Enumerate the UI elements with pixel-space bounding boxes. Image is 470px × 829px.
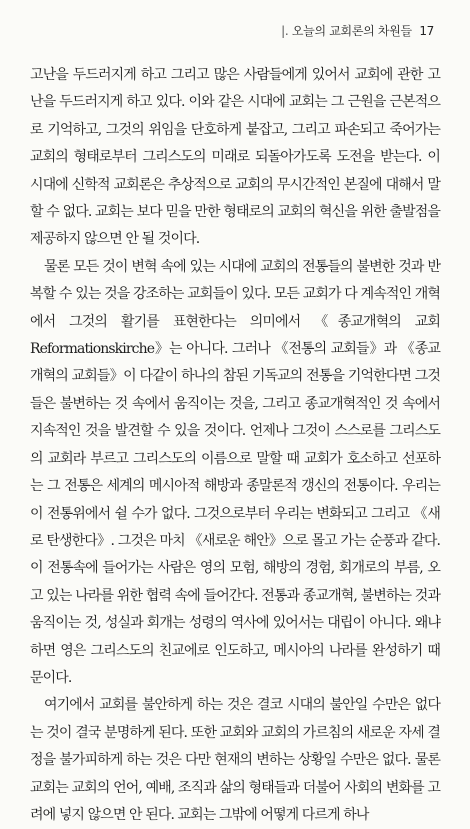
- page-number: 17: [419, 24, 434, 38]
- running-header: [281, 22, 434, 39]
- chapter-marker: |.: [281, 24, 289, 38]
- paragraph-2: 물론 모든 것이 변혁 속에 있는 시대에 교회의 전통들의 불변한 것과 반복할 수 있는 것을 강조하는 교회들이 있다. 모든 교회가 다 계속적인 개혁에서 그것의 활기를 표현한다는 의미에서 《종교개혁의 교회 Reformationskirche》는 아니다. 그러나 《전통의 교회들》과 《종교개혁의 교회들》이 다같이 하나의 참된 기독교의 전통을 기억한다면 그것들은 불변하는 것 속에서 움직이는 것을, 그리고 종교개혁적인 것 속에서 지속적인 것을 발견할 수 있을 것이다. 언제나 그것이 스스로를 그리스도의 교회라 부르고 그리스도의 이름으로 말할 때 교회가 호소하고 선포하는 그 전통은 세계의 메시아적 해방과 종말론적 갱신의 전통이다. 우리는 이 전통위에서 쉴 수가 없다. 그것으로부터 우리는 변화되고 그리고 《새로 탄생한다》. 그것은 마치 《새로운 해안》으로 몰고 가는 순풍과 같다. 이 전통속에 들어가는 사람은 영의 모험, 해방의 경험, 회개로의 부름, 오고 있는 나라를 위한 협력 속에 들어간다. 전통과 종교개혁, 불변하는 것과 움직이는 것, 성실과 회개는 성령의 역사에 있어서는 대립이 아니다. 왜냐하면 영은 그리스도의 친교에로 인도하고, 메시아의 나라를 완성하기 때문이다.: [30, 258, 440, 686]
- body-text: [30, 62, 440, 829]
- paragraph-3: 여기에서 교회를 불안하게 하는 것은 결코 시대의 불안일 수만은 없다는 것이 결국 분명하게 된다. 또한 교회와 교회의 가르침의 새로운 자세 결정을 불가피하게 하는 것은 다만 현재의 변하는 상황일 수만은 없다. 물론 교회는 교회의 언어, 예배, 조직과 삶의 형태들과 더불어 사회의 변화를 고려에 넣지 않으면 안 된다. 교회는 그밖에 어떻게 다르게 하나: [30, 697, 440, 823]
- section-title: 오늘의 교회론의 차원들: [291, 24, 412, 38]
- paragraph-1: 고난을 두드러지게 하고 그리고 많은 사람들에게 있어서 교회에 관한 고난을 두드러지게 하고 있다. 이와 같은 시대에 교회는 그 근원을 근본적으로 기억하고, 그것의 위임을 단호하게 붙잡고, 그리고 파손되고 죽어가는 교회의 형태로부터 그리스도의 미래로 되돌아가도록 도전을 받는다. 이 시대에 신학적 교회론은 추상적으로 교회의 무시간적인 본질에 대해서 말할 수 없다. 교회는 보다 믿을 만한 형태로의 교회의 혁신을 위한 출발점을 제공하지 않으면 안 될 것이다.: [30, 67, 440, 248]
